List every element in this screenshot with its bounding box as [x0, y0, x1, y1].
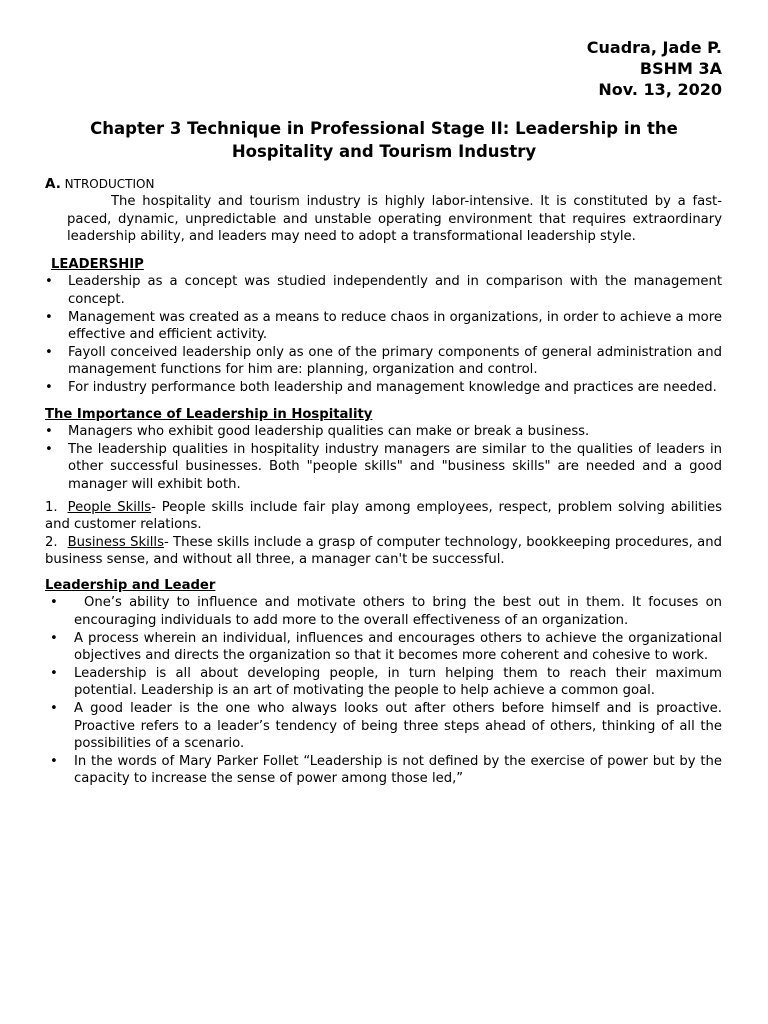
list-item-text: In the words of Mary Parker Follet “Leadership is not defined by the exercise of power but by the capacity to increase the sense of power among those led,” — [74, 753, 722, 787]
item-number: 1. — [45, 499, 58, 515]
item-term: People Skills — [67, 499, 152, 515]
list-item — [45, 700, 722, 753]
list-item — [45, 423, 722, 441]
list-item — [45, 309, 722, 344]
numbered-item-business-skills — [45, 534, 722, 569]
item-text: - These skills include a grasp of computer technology, bookkeeping procedures, and business sense, and without all three, a manager can't be successful. — [45, 534, 722, 568]
numbered-item-people-skills — [45, 499, 722, 534]
section-a-heading — [45, 176, 722, 193]
leader-heading: Leadership and Leader — [45, 577, 216, 593]
list-item — [45, 273, 722, 308]
list-item-text: Leadership as a concept was studied independently and in comparison with the management concept. — [68, 274, 722, 307]
bullet-icon: • — [45, 309, 53, 325]
bullet-icon: • — [45, 379, 53, 395]
section-a-label: NTRODUCTION — [64, 177, 155, 191]
bullet-icon: • — [50, 665, 58, 681]
importance-heading: The Importance of Leadership in Hospitality — [45, 406, 373, 422]
list-item-text: Management was created as a means to reduce chaos in organizations, in order to achieve a more effective and efficient activity. — [68, 309, 722, 343]
submission-date: Nov. 13, 2020 — [598, 80, 722, 99]
list-item — [45, 665, 722, 700]
course-section: BSHM 3A — [639, 59, 722, 78]
importance-list — [45, 423, 722, 493]
leadership-heading: LEADERSHIP — [51, 256, 144, 272]
list-item — [45, 379, 722, 397]
introduction-paragraph: The hospitality and tourism industry is highly labor-intensive. It is constituted by a fast-paced, dynamic, unpredictable and unstable operating environment that requires extraordinary leadership ability, and leaders may need to adopt a transformational leadership style. — [67, 194, 722, 245]
document-title: Chapter 3 Technique in Professional Stage II: Leadership in the Hospitality and Tourism Industry — [90, 119, 678, 161]
list-item-text: The leadership qualities in hospitality industry managers are similar to the qualities of leaders in other successful businesses. Both "people skills" and "business skills" are needed and a good manager will exhibit both. — [68, 441, 722, 492]
section-a-letter: A. — [45, 176, 61, 192]
author-name: Cuadra, Jade P. — [586, 38, 722, 57]
list-item-text: One’s ability to influence and motivate others to bring the best out in them. It focuses on encouraging individuals to add more to the overall effectiveness of an organization. — [74, 595, 722, 629]
bullet-icon: • — [45, 344, 53, 360]
item-number: 2. — [45, 534, 58, 550]
author-header — [587, 37, 722, 100]
bullet-icon: • — [45, 441, 53, 457]
list-item-text: Fayoll conceived leadership only as one of the primary components of general administration and management functions for him are: planning, organization and control. — [68, 344, 722, 378]
bullet-icon: • — [45, 274, 53, 290]
item-term: Business Skills — [67, 534, 164, 550]
list-item-text: Managers who exhibit good leadership qualities can make or break a business. — [68, 424, 590, 440]
bullet-icon: • — [50, 753, 58, 769]
list-item — [45, 594, 722, 629]
list-item — [45, 630, 722, 665]
bullet-icon: • — [45, 424, 53, 440]
leader-list — [45, 594, 722, 788]
leadership-list — [45, 273, 722, 396]
list-item — [45, 753, 722, 788]
bullet-icon: • — [50, 630, 58, 646]
bullet-icon: • — [50, 701, 58, 717]
list-item — [45, 441, 722, 494]
list-item-text: For industry performance both leadership and management knowledge and practices are needed. — [68, 379, 717, 395]
list-item — [45, 344, 722, 379]
bullet-icon: • — [50, 595, 58, 611]
document-body — [45, 176, 722, 788]
item-text: - People skills include fair play among employees, respect, problem solving abilities and customer relations. — [45, 499, 722, 533]
list-item-text: A process wherein an individual, influences and encourages others to achieve the organizational objectives and directs the organization so that it becomes more coherent and cohesive to work. — [74, 630, 722, 664]
list-item-text: A good leader is the one who always looks out after others before himself and is proactive. Proactive refers to a leader’s tendency of being three steps ahead of others, thinking of all the possibilities of a scenario. — [74, 701, 722, 752]
list-item-text: Leadership is all about developing people, in turn helping them to reach their maximum potential. Leadership is an art of motivating the people to help achieve a common goal. — [74, 665, 722, 699]
